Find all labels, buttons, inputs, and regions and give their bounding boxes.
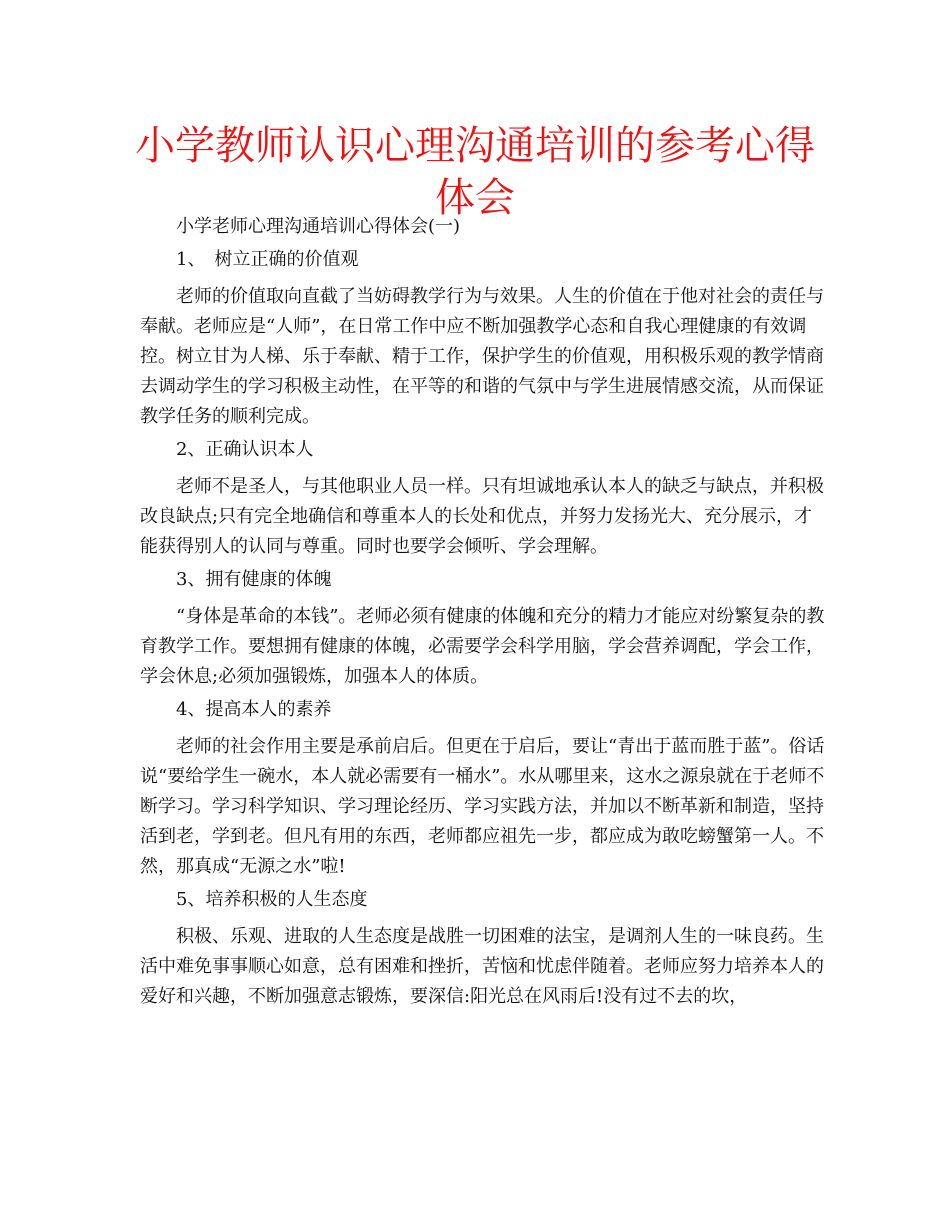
section-heading-4: 4、提高本人的素养 bbox=[176, 699, 332, 720]
section-paragraph-4: 老师的社会作用主要是承前启后。但更在于启后，要让“青出于蓝而胜于蓝”。俗话说“要给学生一碗水，本人就必需要有一桶水”。水从哪里来，这水之源泉就在于老师不断学习。学习科学知识、学习理论经历、学习实践方法，并加以不断革新和制造，坚持活到老，学到老。但凡有用的东西，老师都应祖先一步，都应成为敢吃螃蟹第一人。不然，那真成“无源之水”啦! bbox=[140, 736, 825, 877]
section-paragraph-3: “身体是革命的本钱”。老师必须有健康的体魄和充分的精力才能应对纷繁复杂的教育教学工作。要想拥有健康的体魄，必需要学会科学用脑，学会营养调配，学会工作，学会休息;必须加强锻炼，加强本人的体质。 bbox=[140, 606, 825, 687]
section-paragraph-1: 老师的价值取向直截了当妨碍教学行为与效果。人生的价值在于他对社会的责任与奉献。老师应是“人师”，在日常工作中应不断加强教学心态和自我心理健康的有效调控。树立甘为人梯、乐于奉献、精于工作，保护学生的价值观，用积极乐观的教学情商去调动学生的学习积极主动性，在平等的和谐的气氛中与学生进展情感交流，从而保证教学任务的顺利完成。 bbox=[140, 286, 824, 427]
section-paragraph-5: 积极、乐观、进取的人生态度是战胜一切困难的法宝，是调剂人生的一味良药。生活中难免事事顺心如意，总有困难和挫折，苦恼和忧虑伴随着。老师应努力培养本人的爱好和兴趣，不断加强意志锻炼，要深信:阳光总在风雨后!没有过不去的坎， bbox=[140, 926, 824, 1007]
section-paragraph-2: 老师不是圣人，与其他职业人员一样。只有坦诚地承认本人的缺乏与缺点，并积极改良缺点;只有完全地确信和尊重本人的长处和优点，并努力发扬光大、充分展示，才能获得别人的认同与尊重。同时也要学会倾听、学会理解。 bbox=[140, 476, 824, 557]
document-title: 小学教师认识心理沟通培训的参考心得体会 bbox=[135, 123, 815, 221]
section-heading-3: 3、拥有健康的体魄 bbox=[176, 569, 332, 590]
section-heading-5: 5、培养积极的人生态度 bbox=[176, 889, 368, 910]
document-body bbox=[140, 212, 830, 1015]
section-heading-2: 2、正确认识本人 bbox=[176, 439, 314, 460]
section-heading-1: 1、 树立正确的价值观 bbox=[176, 249, 359, 270]
document-subtitle: 小学老师心理沟通培训心得体会(一) bbox=[176, 216, 461, 237]
